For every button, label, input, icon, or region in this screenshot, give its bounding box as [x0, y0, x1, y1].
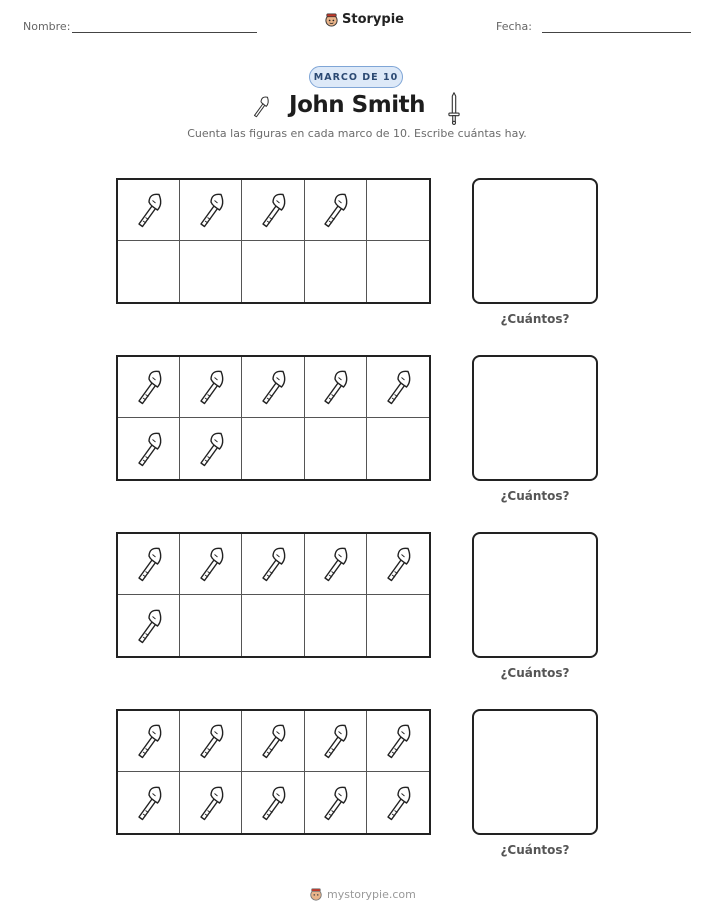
ten-frame-cell: [367, 595, 429, 656]
axe-icon: [378, 542, 418, 586]
axe-icon: [191, 365, 231, 409]
ten-frame-cell: [118, 357, 180, 418]
date-line: [542, 32, 691, 33]
ten-frame-cell: [367, 534, 429, 595]
axe-icon: [253, 719, 293, 763]
ten-frame-cell: [367, 180, 429, 241]
instructions: Cuenta las figuras en cada marco de 10. Escribe cuántas hay.: [187, 127, 527, 140]
ten-frame-cell: [242, 180, 304, 241]
axe-icon: [129, 781, 169, 825]
date-label: Fecha:: [496, 20, 532, 33]
answer-box[interactable]: [472, 355, 598, 481]
axe-icon: [315, 188, 355, 232]
name-label: Nombre:: [23, 20, 71, 33]
axe-icon: [378, 781, 418, 825]
answer-box[interactable]: [472, 178, 598, 304]
ten-frame-cell: [242, 772, 304, 833]
axe-icon: [253, 781, 293, 825]
ten-frame-cell: [118, 595, 180, 656]
axe-icon: [129, 604, 169, 648]
ten-frame-cell: [305, 595, 367, 656]
ten-frame-cell: [242, 595, 304, 656]
ten-frame-cell: [118, 711, 180, 772]
how-many-label: ¿Cuántos?: [500, 666, 570, 680]
ten-frame-cell: [180, 180, 242, 241]
ten-frame-cell: [305, 711, 367, 772]
axe-icon: [191, 188, 231, 232]
axe-icon: [378, 719, 418, 763]
ten-frame-cell: [305, 180, 367, 241]
ten-frame-cell: [242, 241, 304, 302]
ten-frame-cell: [180, 772, 242, 833]
ten-frame-cell: [180, 357, 242, 418]
brand-name: Storypie: [342, 12, 404, 27]
ten-frame-cell: [118, 180, 180, 241]
ten-frame-cell: [242, 418, 304, 479]
ten-frame-cell: [305, 357, 367, 418]
ten-frame-cell: [118, 772, 180, 833]
answer-box[interactable]: [472, 709, 598, 835]
axe-icon: [253, 188, 293, 232]
axe-icon: [191, 781, 231, 825]
how-many-label: ¿Cuántos?: [500, 489, 570, 503]
ten-frame-cell: [180, 711, 242, 772]
ten-frame-cell: [305, 241, 367, 302]
ten-frame-cell: [180, 241, 242, 302]
brand-logo: [324, 12, 404, 27]
page-title: John Smith: [289, 92, 425, 118]
ten-frame-cell: [305, 418, 367, 479]
axe-icon: [191, 542, 231, 586]
axe-icon: [129, 427, 169, 471]
footer-url: mystorypie.com: [327, 887, 416, 901]
axe-icon: [378, 365, 418, 409]
axe-icon: [253, 542, 293, 586]
ten-frame-cell: [118, 241, 180, 302]
sword-icon: [446, 91, 462, 125]
storypie-mascot-icon: [309, 887, 323, 901]
how-many-label: ¿Cuántos?: [500, 843, 570, 857]
how-many-label: ¿Cuántos?: [500, 312, 570, 326]
ten-frame-cell: [367, 357, 429, 418]
ten-frame-cell: [305, 772, 367, 833]
answer-box[interactable]: [472, 532, 598, 658]
ten-frame: [116, 709, 431, 835]
ten-frame-cell: [180, 534, 242, 595]
ten-frame-cell: [367, 711, 429, 772]
axe-icon: [191, 719, 231, 763]
ten-frame-cell: [367, 772, 429, 833]
ten-frame-cell: [305, 534, 367, 595]
axe-icon: [129, 188, 169, 232]
axe-icon: [129, 542, 169, 586]
ten-frame: [116, 355, 431, 481]
ten-frame-cell: [180, 595, 242, 656]
ten-frame-cell: [242, 357, 304, 418]
ten-frame-cell: [367, 241, 429, 302]
axe-icon: [315, 542, 355, 586]
axe-icon: [248, 92, 274, 122]
ten-frame-cell: [367, 418, 429, 479]
ten-frame: [116, 178, 431, 304]
footer: [309, 887, 416, 901]
worksheet-type-badge: MARCO DE 10: [309, 66, 403, 88]
ten-frame-cell: [118, 418, 180, 479]
ten-frame-cell: [180, 418, 242, 479]
axe-icon: [191, 427, 231, 471]
ten-frame-cell: [242, 534, 304, 595]
axe-icon: [129, 365, 169, 409]
axe-icon: [129, 719, 169, 763]
axe-icon: [253, 365, 293, 409]
ten-frame: [116, 532, 431, 658]
axe-icon: [315, 365, 355, 409]
ten-frame-cell: [242, 711, 304, 772]
ten-frame-cell: [118, 534, 180, 595]
storypie-mascot-icon: [324, 12, 339, 27]
axe-icon: [315, 781, 355, 825]
axe-icon: [315, 719, 355, 763]
name-line: [72, 32, 257, 33]
